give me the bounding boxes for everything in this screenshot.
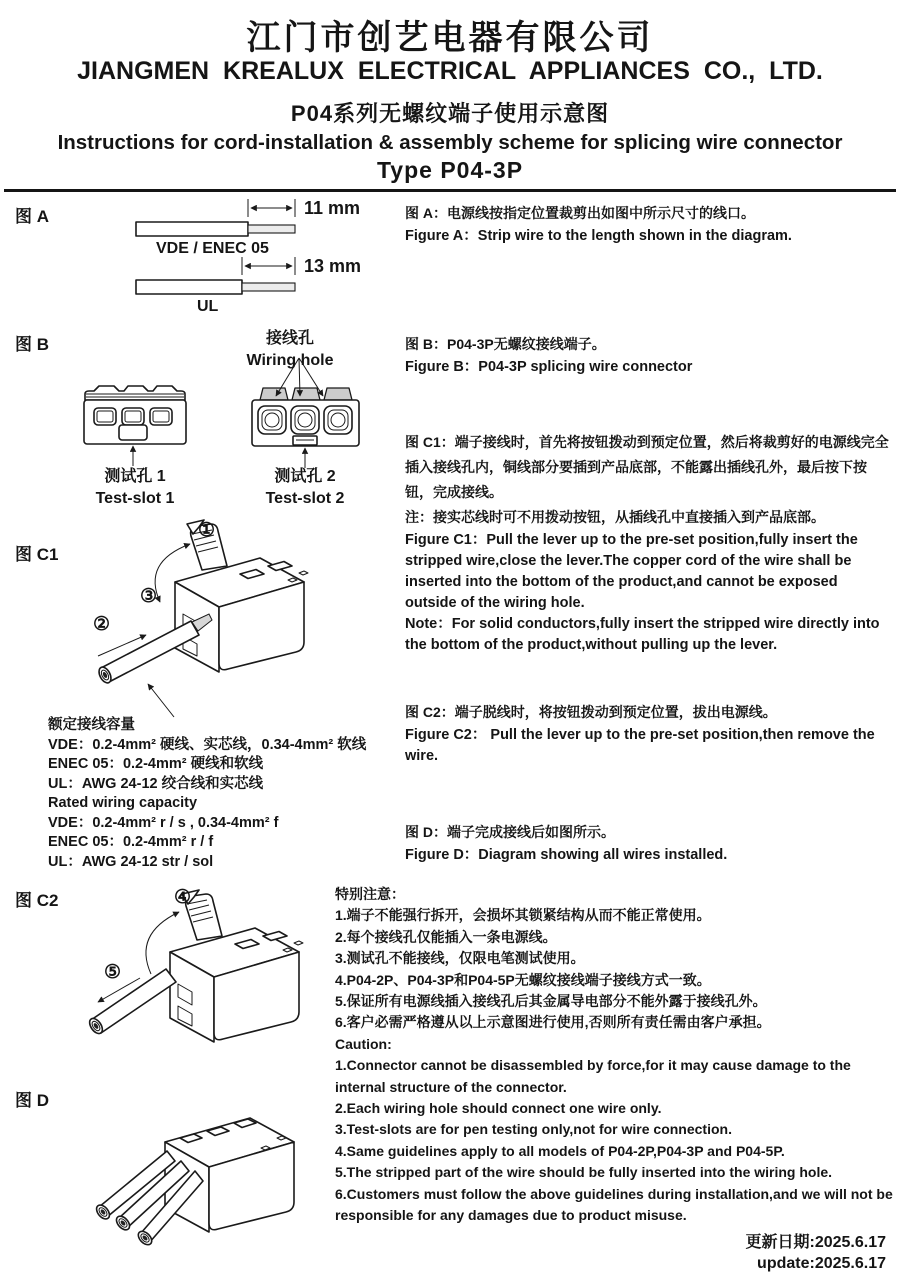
series-title-cn: P04系列无螺纹端子使用示意图 xyxy=(290,101,610,126)
caution-item-en: 6.Customers must follow the above guidelines during installation,and we will not be responsible for any damages due to product misuse. xyxy=(335,1185,893,1224)
caution-title-en: Caution: xyxy=(335,1035,392,1052)
rated-capacity-line: 额定接线容量 xyxy=(48,717,135,733)
update-dates xyxy=(745,1232,886,1274)
company-name-en: JIANGMEN KREALUX ELECTRICAL APPLIANCES CO., LTD. xyxy=(77,57,823,85)
figure-d-label: 图 D xyxy=(15,1091,49,1110)
figure-b-desc-en: Figure B：P04-3P splicing wire connector xyxy=(405,359,693,375)
figure-c2-desc-en: Figure C2： Pull the lever up to the pre-set position,then remove the wire. xyxy=(405,727,875,764)
wire-standard-label: VDE / ENEC 05 xyxy=(156,240,269,257)
test-slot-1-label-en: Test-slot 1 xyxy=(95,490,175,507)
rated-capacity-line: UL：AWG 24-12 str / sol xyxy=(48,853,214,870)
figure-d-description xyxy=(405,820,893,866)
header-divider xyxy=(4,189,896,192)
rated-wiring-capacity xyxy=(48,716,408,872)
figure-c1-note-cn: 注：接实芯线时可不用拨动按钮，从插线孔中直接插入到产品底部。 xyxy=(405,509,825,525)
step-marker-2: ② xyxy=(93,614,111,635)
wire-dimension-label: 11 mm xyxy=(304,198,361,218)
rated-capacity-line: UL：AWG 24-12 绞合线和实芯线 xyxy=(48,775,264,792)
figure-a-desc-en: Figure A：Strip wire to the length shown in the diagram. xyxy=(405,228,792,244)
caution-item-cn: 1.端子不能强行拆开，会损坏其锁紧结构从而不能正常使用。 xyxy=(335,907,711,924)
step-marker-1: ① xyxy=(198,520,216,541)
figure-a-desc-cn: 图 A：电源线按指定位置裁剪出如图中所示尺寸的线口。 xyxy=(405,205,755,221)
test-slot-2-label-en: Test-slot 2 xyxy=(265,490,345,507)
test-slot-2-label-cn: 测试孔 2 xyxy=(274,468,336,485)
wire-diagram-ul xyxy=(130,254,300,300)
wire-diagram-vde xyxy=(130,196,300,242)
test-slot-2-label xyxy=(230,466,380,510)
rated-capacity-line: ENEC 05：0.2-4mm² r / f xyxy=(48,834,214,850)
rated-capacity-line: VDE：0.2-4mm² 硬线、实芯线，0.34-4mm² 软线 xyxy=(48,736,367,753)
rated-capacity-line: Rated wiring capacity xyxy=(48,795,198,811)
connector-rear-view xyxy=(80,382,190,470)
test-slot-1-label-cn: 测试孔 1 xyxy=(104,468,166,485)
update-date-cn: 更新日期:2025.6.17 xyxy=(745,1234,886,1251)
caution-title-cn: 特别注意： xyxy=(335,886,405,902)
caution-item-cn: 5.保证所有电源线插入接线孔后其金属导电部分不能外露于接线孔外。 xyxy=(335,993,767,1010)
caution-section xyxy=(335,884,895,1227)
test-slot-1-opening xyxy=(119,425,147,440)
wiring-hole-pointers xyxy=(252,356,362,402)
wire-dimension-label: 13 mm xyxy=(304,256,362,276)
caution-item-en: 5.The stripped part of the wire should be fully inserted into the wiring hole. xyxy=(335,1164,833,1181)
figure-c2-desc-cn: 图 C2：端子脱线时，将按钮拨动到预定位置，拔出电源线。 xyxy=(405,704,777,720)
caution-item-en: 1.Connector cannot be disassembled by force,for it may cause damage to the internal structure of the connector. xyxy=(335,1057,851,1095)
figure-b-description xyxy=(405,332,893,378)
caution-item-en: 2.Each wiring hole should connect one wire only. xyxy=(335,1100,662,1117)
test-slot-1-label xyxy=(60,466,210,510)
rated-capacity-line: VDE：0.2-4mm² r / s , 0.34-4mm² f xyxy=(48,814,279,831)
company-name-cn: 江门市创艺电器有限公司 xyxy=(246,19,654,57)
figure-b-desc-cn: 图 B：P04-3P无螺纹接线端子。 xyxy=(405,336,606,352)
figure-a-description xyxy=(405,201,893,247)
figure-c1-desc-cn: 图 C1：端子接线时，首先将按钮拨动到预定位置，然后将裁剪好的电源线完全插入接线孔内，铜线部分要插到产品底部，不能露出插线孔外，最后按下按钮，完成接线。 xyxy=(405,434,889,500)
figure-b-label: 图 B xyxy=(15,335,49,354)
wiring-hole-label-cn: 接线孔 xyxy=(265,330,314,347)
figure-c1-description xyxy=(405,430,893,656)
figure-d-desc-en: Figure D：Diagram showing all wires installed. xyxy=(405,847,728,863)
step-marker-5: ⑤ xyxy=(104,962,122,983)
caution-item-cn: 3.测试孔不能接线，仅限电笔测试使用。 xyxy=(335,950,585,967)
update-date-en: update:2025.6.17 xyxy=(757,1255,886,1272)
figure-c1-diagram xyxy=(78,518,346,718)
caution-item-cn: 6.客户必需严格遵从以上示意图进行使用,否则所有责任需由客户承担。 xyxy=(335,1014,771,1031)
capacity-pointer-arrow xyxy=(148,684,174,717)
wiring-hole-label-en: Wiring hole xyxy=(246,352,334,369)
figure-c1-label: 图 C1 xyxy=(15,545,59,564)
caution-item-en: 4.Same guidelines apply to all models of P04-2P,P04-3P and P04-5P. xyxy=(335,1142,785,1159)
figure-c1-desc-en: Figure C1：Pull the lever up to the pre-set position,fully insert the stripped wire,close the lever.The copper cord of the wire shall be inserted into the bottom of the product,and cannot be exposed outside of the wiring hole. xyxy=(405,532,858,611)
caution-item-en: 3.Test-slots are for pen testing only,not for wire connection. xyxy=(335,1121,732,1138)
wire-standard-label: UL xyxy=(197,298,219,315)
caution-item-cn: 4.P04-2P、P04-3P和P04-5P无螺纹接线端子接线方式一致。 xyxy=(335,971,711,988)
rated-capacity-line: ENEC 05：0.2-4mm² 硬线和软线 xyxy=(48,756,264,772)
step-marker-4: ④ xyxy=(174,887,192,908)
instruction-title-en: Instructions for cord-installation & assembly scheme for splicing wire connector xyxy=(57,131,843,154)
figure-a-label: 图 A xyxy=(15,207,49,226)
figure-c1-note-en: Note：For solid conductors,fully insert the stripped wire directly into the bottom of the product,without pulling up the lever. xyxy=(405,616,880,653)
figure-c2-description xyxy=(405,700,893,767)
step-marker-3: ③ xyxy=(140,586,158,607)
type-label: Type P04-3P xyxy=(376,157,524,183)
caution-item-cn: 2.每个接线孔仅能插入一条电源线。 xyxy=(335,928,557,945)
figure-c2-label: 图 C2 xyxy=(15,891,59,910)
figure-d-desc-cn: 图 D：端子完成接线后如图所示。 xyxy=(405,824,615,840)
figure-d-diagram xyxy=(85,1090,320,1262)
